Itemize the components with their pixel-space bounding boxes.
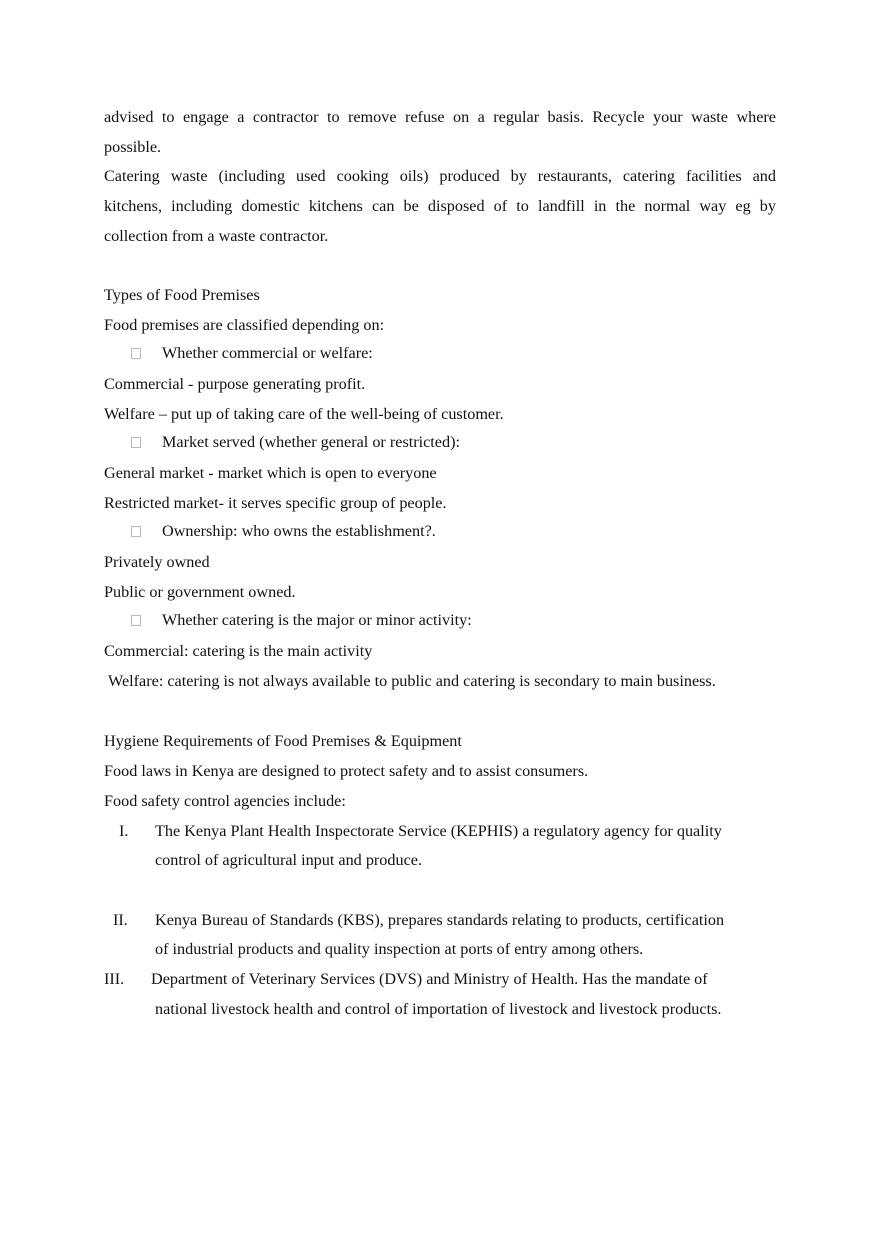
list-item-kephis-line-2: control of agricultural input and produce. [155,851,423,869]
bullet-catering-activity: Whether catering is the major or minor activity: [162,611,472,629]
welfare-line: Welfare – put up of taking care of the well-being of customer. [104,405,504,423]
general-market-line: General market - market which is open to everyone [104,464,437,482]
intro-line-4: kitchens, including domestic kitchens can be disposed of to landfill in the normal way eg by [104,197,776,215]
commercial-line: Commercial - purpose generating profit. [104,375,366,393]
welfare-catering-line: Welfare: catering is not always available to public and catering is secondary to main business. [108,672,716,690]
list-item-kephis-line-1: The Kenya Plant Health Inspectorate Service (KEPHIS) a regulatory agency for quality [155,822,722,840]
list-number: II. [113,911,128,929]
hygiene-heading: Hygiene Requirements of Food Premises & Equipment [104,732,462,750]
privately-owned-line: Privately owned [104,553,210,571]
bullet-market-served: Market served (whether general or restricted): [162,433,460,451]
intro-line-1: advised to engage a contractor to remove refuse on a regular basis. Recycle your waste where [104,108,776,126]
bullet-commercial-welfare: Whether commercial or welfare: [162,344,373,362]
list-number: III. [104,970,125,988]
list-item-kbs-line-1: Kenya Bureau of Standards (KBS), prepares standards relating to products, certification [155,911,725,929]
public-owned-line: Public or government owned. [104,583,296,601]
list-item-dvs-line-2: national livestock health and control of importation of livestock and livestock products. [155,1000,722,1018]
types-lead: Food premises are classified depending on: [104,316,385,334]
bullet-ownership: Ownership: who owns the establishment?. [162,522,436,540]
bullet-box-icon [131,615,141,626]
intro-line-2: possible. [104,138,162,156]
bullet-box-icon [131,437,141,448]
bullet-box-icon [131,348,141,359]
commercial-catering-line: Commercial: catering is the main activity [104,642,373,660]
restricted-market-line: Restricted market- it serves specific group of people. [104,494,447,512]
hygiene-line-1: Food laws in Kenya are designed to protect safety and to assist consumers. [104,762,589,780]
list-number: I. [119,822,129,840]
list-item-dvs-line-1: Department of Veterinary Services (DVS) and Ministry of Health. Has the mandate of [151,970,708,988]
list-item-kbs-line-2: of industrial products and quality inspection at ports of entry among others. [155,940,644,958]
intro-line-3: Catering waste (including used cooking oils) produced by restaurants, catering facilities and [104,167,776,185]
hygiene-line-2: Food safety control agencies include: [104,792,346,810]
types-heading: Types of Food Premises [104,286,260,304]
bullet-box-icon [131,526,141,537]
intro-line-5: collection from a waste contractor. [104,227,329,245]
